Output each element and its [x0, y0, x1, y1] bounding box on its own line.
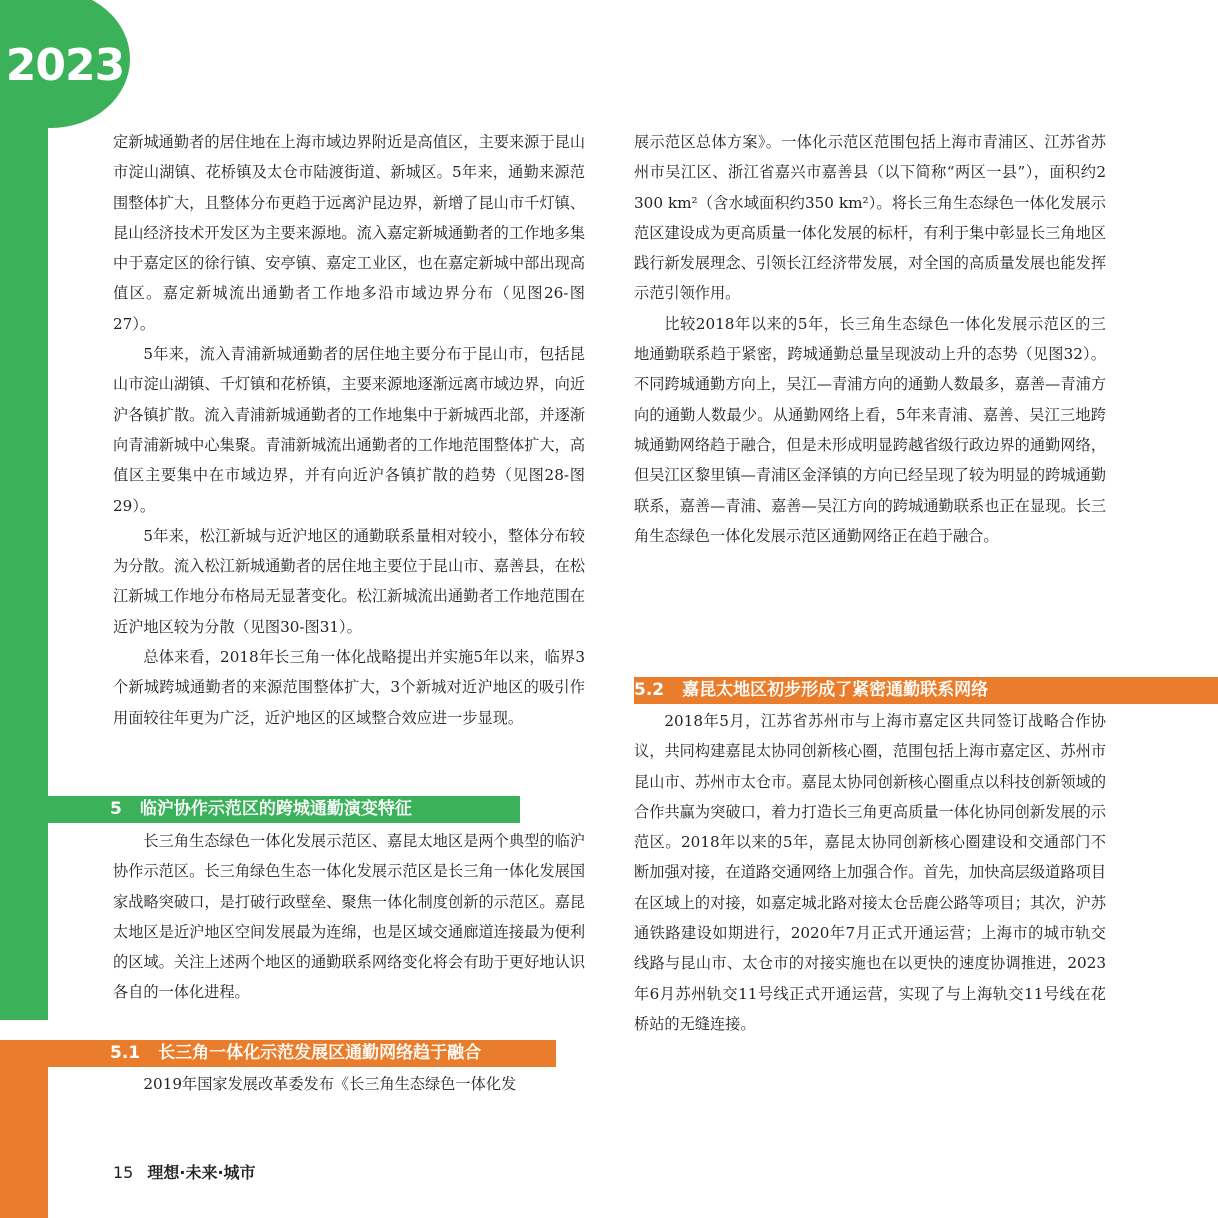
section-title: 嘉昆太地区初步形成了紧密通勤联系网络	[682, 680, 989, 700]
section-title: 长三角一体化示范发展区通勤网络趋于融合	[158, 1043, 482, 1063]
section-5-1-body	[113, 1069, 585, 1099]
section-5-heading	[48, 796, 520, 823]
publication-title: 理想·未来·城市	[147, 1163, 256, 1182]
page-footer	[113, 1160, 256, 1183]
year-label: 2023	[5, 39, 125, 91]
green-side-bar	[0, 0, 48, 1020]
left-column	[113, 127, 585, 733]
section-title: 临沪协作示范区的跨城通勤演变特征	[139, 799, 412, 819]
body-paragraph: 2019年国家发展改革委发布《长三角生态绿色一体化发	[143, 1075, 517, 1093]
section-5-1-heading	[48, 1040, 556, 1067]
section-number: 5	[110, 799, 122, 819]
page-number: 15	[113, 1163, 134, 1182]
body-paragraph: 定新城通勤者的居住地在上海市域边界附近是高值区，主要来源于昆山市淀山湖镇、花桥镇及太仓市陆渡街道、新城区。5年来，通勤来源范围整体扩大，且整体分布更趋于远离沪昆边界，新增了昆山市千灯镇、昆山经济技术开发区为主要来源地。流入嘉定新城通勤者的工作地多集中于嘉定区的徐行镇、安亭镇、嘉定工业区，也在嘉定新城中部出现高值区。嘉定新城流出通勤者工作地多沿市域边界分布（见图26-图27）。	[113, 133, 585, 333]
section-5-body	[113, 826, 585, 1008]
body-paragraph: 5年来，松江新城与近沪地区的通勤联系量相对较小，整体分布较为分散。流入松江新城通勤者的居住地主要位于昆山市、嘉善县，在松江新城工作地分布格局无显著变化。松江新城流出通勤者工作地范围在近沪地区较为分散（见图30-图31）。	[113, 526, 585, 636]
body-paragraph: 2018年5月，江苏省苏州市与上海市嘉定区共同签订战略合作协议，共同构建嘉昆太协同创新核心圈，范围包括上海市嘉定区、苏州市昆山市、苏州市太仓市。嘉昆太协同创新核心圈重点以科技创新领域的合作共赢为突破口，着力打造长三角更高质量一体化协同创新发展的示范区。2018年以来的5年，嘉昆太协同创新核心圈建设和交通部门不断加强对接，在道路交通网络上加强合作。首先，加快高层级道路项目在区域上的对接，如嘉定城北路对接太仓岳鹿公路等项目；其次，沪苏通铁路建设如期进行，2020年7月正式开通运营；上海市的城市轨交线路与昆山市、太仓市的对接实施也在以更快的速度协调推进，2023年6月苏州轨交11号线正式开通运营，实现了与上海轨交11号线在花桥站的无缝连接。	[634, 712, 1106, 1033]
body-paragraph: 展示范区总体方案》。一体化示范区范围包括上海市青浦区、江苏省苏州市吴江区、浙江省嘉兴市嘉善县（以下简称“两区一县”），面积约2 300 km²（含水域面积约350 km²）。将长三角生态绿色一体化发展示范区建设成为更高质量一体化发展的标杆，有利于集中彰显长三角地区践行新发展理念、引领长江经济带发展，对全国的高质量发展也能发挥示范引领作用。	[634, 133, 1106, 303]
year-badge	[0, 0, 130, 128]
body-paragraph: 总体来看，2018年长三角一体化战略提出并实施5年以来，临界3个新城跨城通勤者的来源范围整体扩大，3个新城对近沪地区的吸引作用面较往年更为广泛，近沪地区的区域整合效应进一步显现。	[113, 648, 585, 727]
section-5-2-body	[634, 706, 1106, 1039]
section-5-2-heading	[634, 677, 1218, 704]
section-number: 5.2	[634, 680, 665, 700]
right-column	[634, 127, 1106, 551]
section-number: 5.1	[110, 1043, 141, 1063]
body-paragraph: 长三角生态绿色一体化发展示范区、嘉昆太地区是两个典型的临沪协作示范区。长三角绿色生态一体化发展示范区是长三角一体化发展国家战略突破口，是打破行政壁垒、聚焦一体化制度创新的示范区。嘉昆太地区是近沪地区空间发展最为连绵，也是区域交通廊道连接最为便利的区域。关注上述两个地区的通勤联系网络变化将会有助于更好地认识各自的一体化进程。	[113, 832, 585, 1002]
body-paragraph: 比较2018年以来的5年，长三角生态绿色一体化发展示范区的三地通勤联系趋于紧密，跨城通勤总量呈现波动上升的态势（见图32）。不同跨城通勤方向上，吴江—青浦方向的通勤人数最多，嘉善—青浦方向的通勤人数最少。从通勤网络上看，5年来青浦、嘉善、吴江三地跨城通勤网络趋于融合，但是未形成明显跨越省级行政边界的通勤网络，但吴江区黎里镇—青浦区金泽镇的方向已经呈现了较为明显的跨城通勤联系，嘉善—青浦、嘉善—吴江方向的跨城通勤联系也正在显现。长三角生态绿色一体化发展示范区通勤网络正在趋于融合。	[634, 314, 1106, 545]
body-paragraph: 5年来，流入青浦新城通勤者的居住地主要分布于昆山市，包括昆山市淀山湖镇、千灯镇和花桥镇，主要来源地逐渐远离市域边界，向近沪各镇扩散。流入青浦新城通勤者的工作地集中于新城西北部，并逐渐向青浦新城中心集聚。青浦新城流出通勤者的工作地范围整体扩大，高值区主要集中在市域边界，并有向近沪各镇扩散的趋势（见图28-图29）。	[113, 345, 585, 515]
orange-side-bar	[0, 1040, 48, 1218]
